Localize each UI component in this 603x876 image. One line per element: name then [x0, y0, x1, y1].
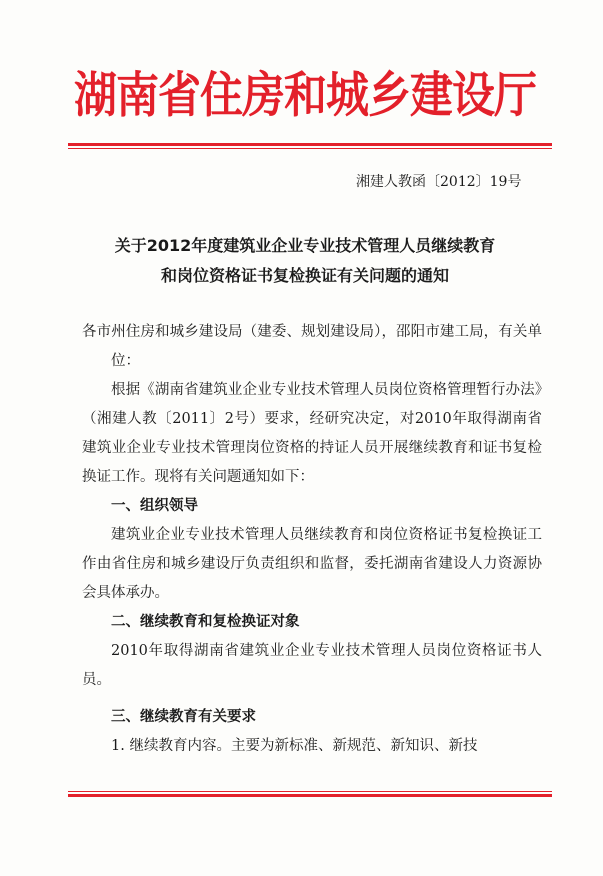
letterhead-rule-thin	[68, 148, 552, 149]
letterhead-title: 湖南省住房和城乡建设厅	[74, 67, 536, 124]
section-text-1: 建筑业企业专业技术管理人员继续教育和岗位资格证书复检换证工作由省住房和城乡建设厅负责组织和监督，委托湖南省建设人力资源协会具体承办。	[82, 527, 542, 601]
section-heading-3: 三、继续教育有关要求	[111, 709, 256, 725]
title-line-1: 关于2012年度建筑业企业专业技术管理人员继续教育	[114, 236, 496, 255]
section-heading-1: 一、组织领导	[111, 498, 198, 514]
section-text-3: 1. 继续教育内容。主要为新标准、新规范、新知识、新技	[111, 738, 478, 754]
section-text-2: 2010年取得湖南省建筑业企业专业技术管理人员岗位资格证书人员。	[82, 643, 542, 688]
document-title	[70, 231, 540, 291]
intro-paragraph: 根据《湖南省建筑业企业专业技术管理人员岗位资格管理暂行办法》（湘建人教〔2011〕2号）要求，经研究决定，对2010年取得湖南省建筑业企业专业技术管理岗位资格的持证人员开展继续教育和证书复检换证工作。现将有关问题通知如下：	[82, 382, 542, 485]
section-heading-2: 二、继续教育和复检换证对象	[111, 614, 300, 630]
addressee: 各市州住房和城乡建设局（建委、规划建设局），邵阳市建工局，有关单位：	[82, 324, 542, 369]
footer-rule-thin	[68, 791, 552, 792]
footer-rule-thick	[68, 794, 552, 797]
letterhead-rule-thick	[68, 143, 552, 146]
document-number: 湘建人教函〔2012〕19号	[356, 174, 522, 190]
title-line-2: 和岗位资格证书复检换证有关问题的通知	[160, 266, 449, 285]
document-body	[82, 318, 542, 761]
